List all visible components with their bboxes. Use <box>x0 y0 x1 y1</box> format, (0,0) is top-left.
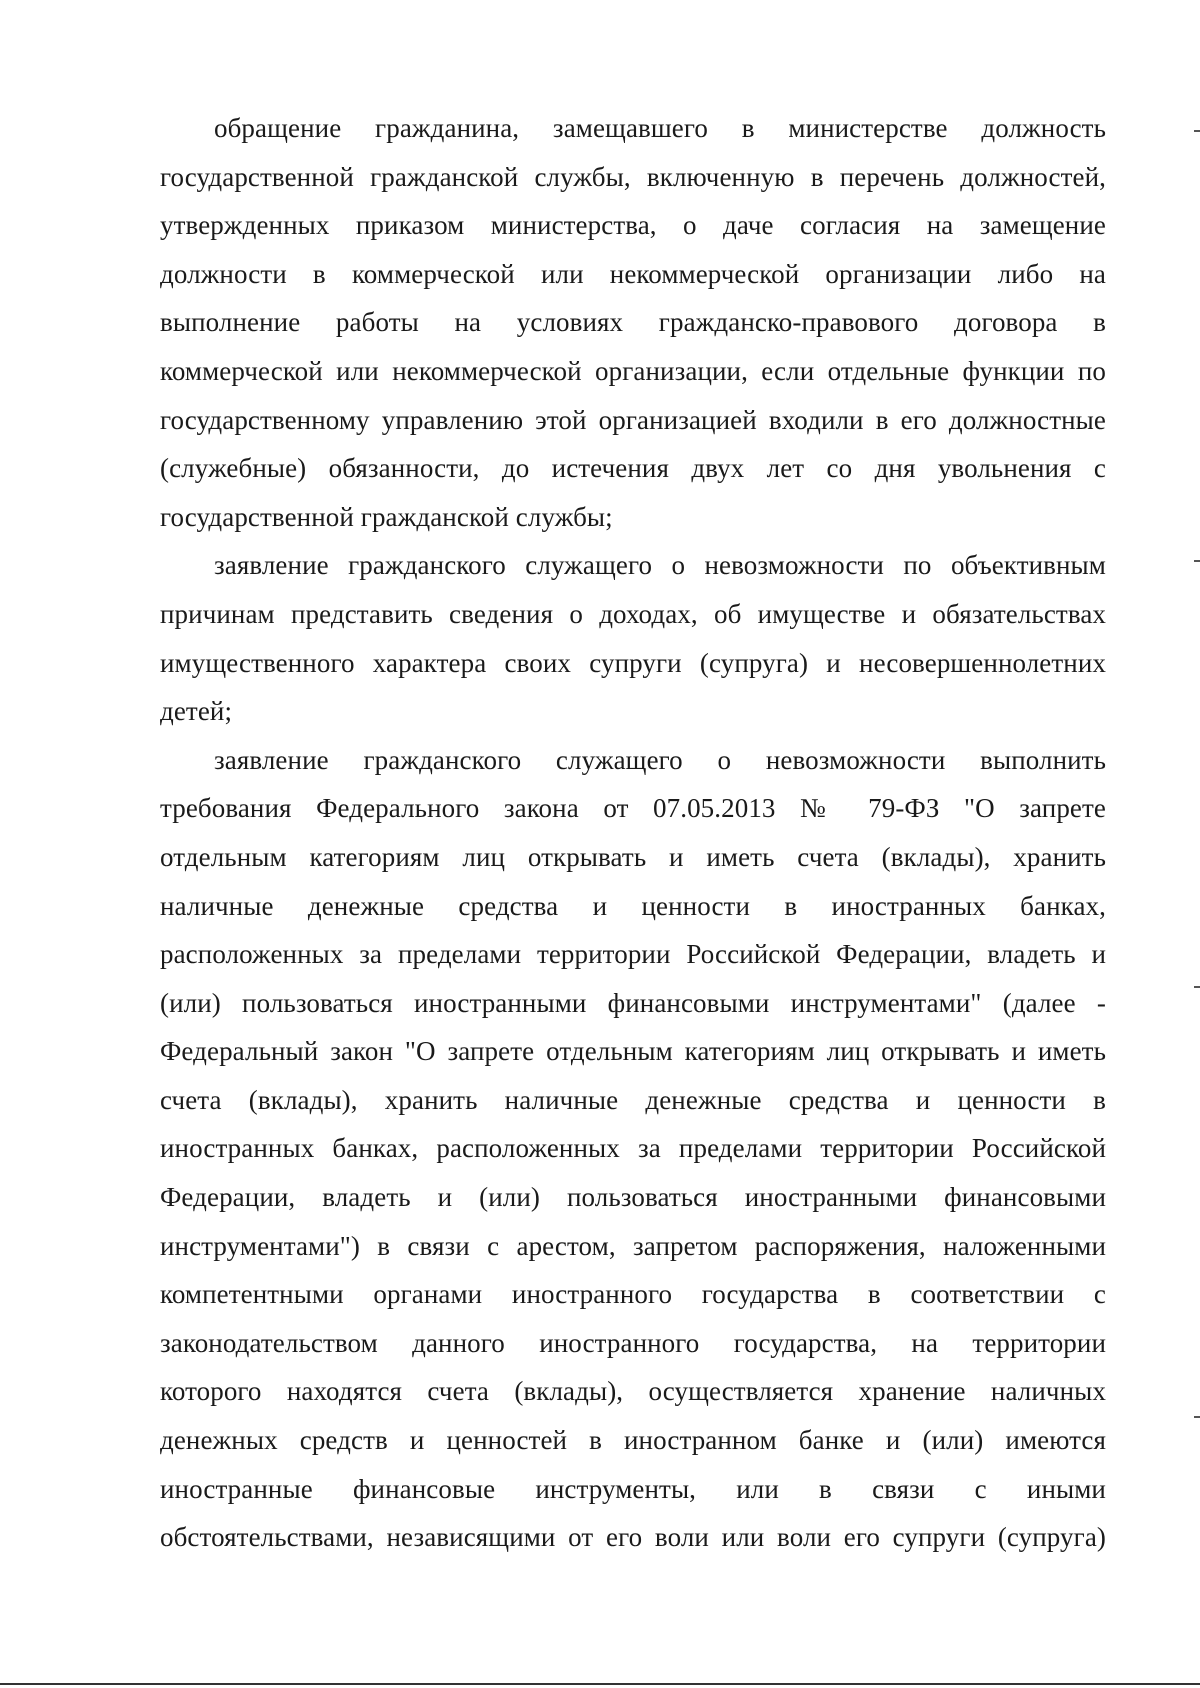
text-line: Федерации, владеть и (или) пользоваться иностранными финансовыми <box>160 1182 1106 1213</box>
page-bottom-edge <box>0 1683 1200 1685</box>
text-line: утвержденных приказом министерства, о даче согласия на замещение <box>160 210 1106 241</box>
text-line: расположенных за пределами территории Российской Федерации, владеть и <box>160 939 1106 970</box>
text-line: компетентными органами иностранного государства в соответствии с <box>160 1279 1106 1310</box>
scan-mark <box>1194 1416 1200 1418</box>
text-line: отдельным категориям лиц открывать и иметь счета (вклады), хранить <box>160 841 1106 872</box>
text-line: (или) пользоваться иностранными финансовыми инструментами" (далее - <box>160 987 1106 1018</box>
body-text <box>160 104 1106 1562</box>
text-line: коммерческой или некоммерческой организации, если отдельные функции по <box>160 355 1106 386</box>
paragraph-2 <box>160 541 1106 735</box>
text-line: обращение гражданина, замещавшего в министерстве должность <box>214 113 1106 143</box>
text-line: денежных средств и ценностей в иностранном банке и (или) имеются <box>160 1425 1106 1456</box>
text-line: иностранные финансовые инструменты, или в связи с иными <box>160 1473 1106 1504</box>
text-line: Федеральный закон "О запрете отдельным категориям лиц открывать и иметь <box>160 1036 1106 1067</box>
text-line: иностранных банках, расположенных за пределами территории Российской <box>160 1133 1106 1164</box>
text-line: детей; <box>160 696 233 727</box>
paragraph-1 <box>160 104 1106 541</box>
text-line: счета (вклады), хранить наличные денежные средства и ценности в <box>160 1084 1106 1115</box>
scan-mark <box>1194 986 1200 988</box>
text-line: государственной гражданской службы; <box>160 501 613 532</box>
scan-mark <box>1194 130 1200 132</box>
text-line: заявление гражданского служащего о невозможности по объективным <box>214 550 1106 581</box>
text-line: имущественного характера своих супруги (супруга) и несовершеннолетних <box>160 647 1106 678</box>
text-line: должности в коммерческой или некоммерческой организации либо на <box>160 258 1106 289</box>
text-line: которого находятся счета (вклады), осуществляется хранение наличных <box>160 1376 1106 1407</box>
text-line: (служебные) обязанности, до истечения двух лет со дня увольнения с <box>160 453 1106 484</box>
text-line: выполнение работы на условиях гражданско-правового договора в <box>160 307 1106 338</box>
text-line: наличные денежные средства и ценности в иностранных банках, <box>160 890 1106 921</box>
text-line: законодательством данного иностранного государства, на территории <box>160 1327 1106 1358</box>
scan-mark <box>1194 560 1200 562</box>
text-line: обстоятельствами, независящими от его воли или воли его супруги (супруга) <box>160 1522 1106 1553</box>
text-line: государственному управлению этой организацией входили в его должностные <box>160 404 1106 435</box>
text-line: требования Федерального закона от 07.05.2013 № 79-ФЗ "О запрете <box>160 793 1106 824</box>
text-line: государственной гражданской службы, включенную в перечень должностей, <box>160 161 1106 192</box>
text-line: причинам представить сведения о доходах, об имуществе и обязательствах <box>160 598 1106 629</box>
text-line: инструментами") в связи с арестом, запретом распоряжения, наложенными <box>160 1230 1106 1261</box>
text-line: заявление гражданского служащего о невозможности выполнить <box>214 744 1106 775</box>
paragraph-3 <box>160 736 1106 1562</box>
